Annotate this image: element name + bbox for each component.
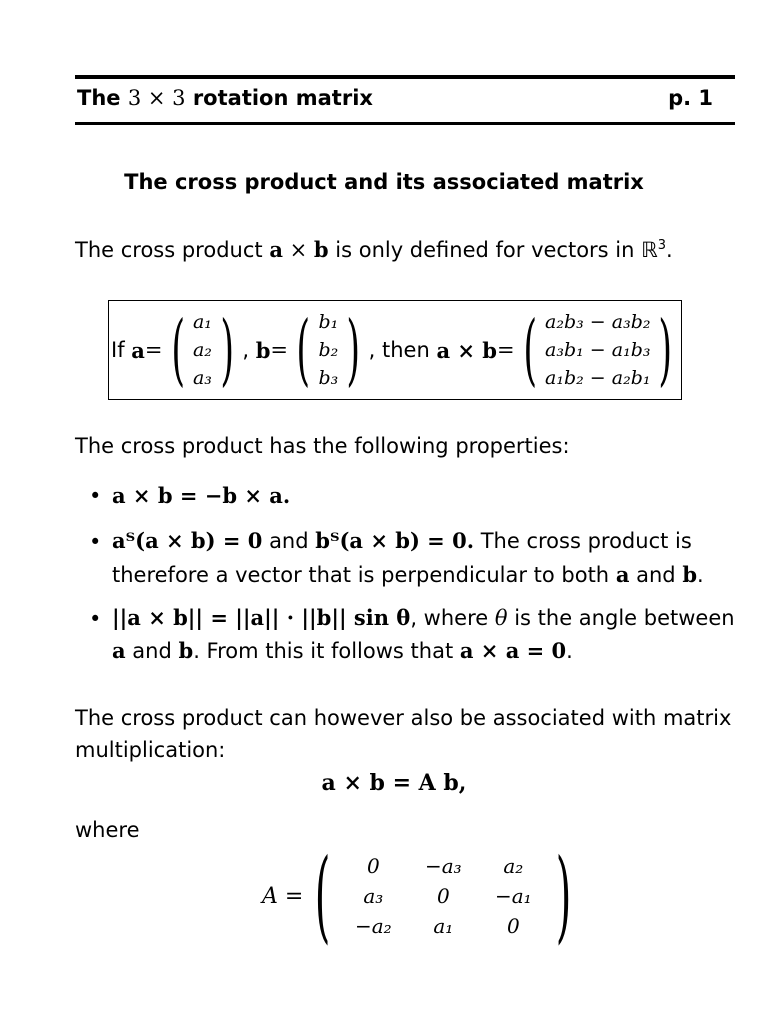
def-axb: a × b xyxy=(436,337,497,363)
association-line-2: multiplication: xyxy=(75,738,226,762)
def-eq-1: = xyxy=(144,338,163,362)
property-1 xyxy=(112,479,290,513)
property-3-text-1: is the angle between xyxy=(514,606,735,630)
property-3-where: , where xyxy=(410,606,489,630)
definition-row xyxy=(111,301,681,399)
page-number: p. 1 xyxy=(668,86,713,110)
matrix-cell: 0 xyxy=(506,914,520,938)
def-comma: , xyxy=(242,338,250,362)
property-3-a: a xyxy=(112,638,126,663)
bullet-3: • xyxy=(89,607,102,631)
matrix-cell: 0 xyxy=(436,884,450,908)
where-label: where xyxy=(75,818,140,842)
property-2-a: a xyxy=(615,562,630,587)
result-2: a₃b₁ − a₁b₃ xyxy=(545,339,651,361)
property-2-line-1 xyxy=(112,524,692,558)
left-paren: ( xyxy=(296,305,311,395)
equation-text: a × b = A b, xyxy=(321,770,467,796)
def-if: If xyxy=(111,338,125,362)
intro-math-b: b xyxy=(313,237,329,262)
def-eq-2: = xyxy=(270,338,288,362)
property-1-text: a × b = −b × a. xyxy=(112,483,291,508)
def-eq-3: = xyxy=(496,338,515,362)
definition-box xyxy=(108,300,682,400)
property-2-text-2: therefore a vector that is perpendicular to both xyxy=(112,563,610,587)
property-3-b: b xyxy=(178,638,194,663)
vector-a xyxy=(193,308,212,392)
intro-math-a: a xyxy=(269,237,283,262)
matrix-cell: −a₁ xyxy=(494,884,532,908)
vector-result xyxy=(545,308,650,392)
intro-exponent: 3 xyxy=(657,238,667,253)
property-3-and: and xyxy=(132,639,172,663)
header-title-math: 3 × 3 xyxy=(127,86,186,110)
property-2-and-2: and xyxy=(636,563,676,587)
property-2-and: and xyxy=(269,529,309,553)
right-paren: ) xyxy=(658,305,673,395)
header-title-post: rotation matrix xyxy=(192,86,373,110)
matrix-cell: −a₃ xyxy=(424,854,462,878)
a3: a₃ xyxy=(192,367,212,389)
matrix-lhs: A = xyxy=(262,883,304,909)
property-2-period: . xyxy=(697,563,704,587)
matrix-right-paren: ) xyxy=(556,837,572,954)
intro-end: . xyxy=(666,238,673,262)
matrix-cell: 0 xyxy=(366,854,380,878)
property-2-math-2: bᵀ(a × b) = 0. xyxy=(315,528,475,553)
def-b: b xyxy=(255,337,271,363)
property-2-text-1: The cross product is xyxy=(480,529,692,553)
section-heading: The cross product and its associated matrix xyxy=(124,170,644,194)
property-3-theta: θ xyxy=(494,606,508,630)
a2: a₂ xyxy=(192,339,212,361)
matrix-left-paren: ( xyxy=(315,837,331,954)
def-then: , then xyxy=(368,338,430,362)
vector-b xyxy=(318,308,338,392)
association-equation xyxy=(0,770,768,796)
association-line-1: The cross product can however also be associated with matrix xyxy=(75,706,732,730)
header-rule-top xyxy=(75,75,735,79)
result-3: a₁b₂ − a₂b₁ xyxy=(545,367,651,389)
property-3-text-2: . From this it follows that xyxy=(193,639,454,663)
header-title-pre: The xyxy=(77,86,121,110)
right-paren: ) xyxy=(346,305,361,395)
matrix-cell: −a₂ xyxy=(354,914,392,938)
def-a: a xyxy=(131,337,145,363)
matrix-cell: a₁ xyxy=(433,914,454,938)
property-3-math: ||a × b|| = ||a|| · ||b|| sin θ xyxy=(112,605,411,630)
result-1: a₂b₃ − a₃b₂ xyxy=(545,311,651,333)
left-paren: ( xyxy=(522,305,537,395)
properties-intro: The cross product has the following properties: xyxy=(75,434,570,458)
property-2-b: b xyxy=(682,562,697,587)
intro-post: is only defined for vectors in ℝ xyxy=(335,238,658,262)
property-2-math-1: aᵀ(a × b) = 0 xyxy=(112,528,263,553)
left-paren: ( xyxy=(170,305,185,395)
property-2-line-2 xyxy=(112,558,704,592)
b2: b₂ xyxy=(318,339,339,361)
property-3-line-2 xyxy=(112,634,573,668)
matrix-A xyxy=(342,851,544,941)
matrix-cell: a₂ xyxy=(503,854,524,878)
intro-times: × xyxy=(282,238,314,262)
matrix-equation xyxy=(262,837,583,954)
right-paren: ) xyxy=(220,305,234,395)
page-header xyxy=(77,84,713,112)
b1: b₁ xyxy=(318,311,339,333)
header-title xyxy=(77,84,373,112)
header-rule-bottom xyxy=(75,122,735,125)
a1: a₁ xyxy=(192,311,212,333)
bullet-1: • xyxy=(89,484,102,508)
property-3-period: . xyxy=(566,639,573,663)
bullet-2: • xyxy=(89,530,102,554)
property-3-line-1 xyxy=(112,601,735,635)
matrix-cell: a₃ xyxy=(363,884,384,908)
b3: b₃ xyxy=(318,367,339,389)
intro-pre: The cross product xyxy=(75,238,263,262)
intro-line xyxy=(75,234,673,266)
property-3-math-2: a × a = 0 xyxy=(459,638,567,663)
